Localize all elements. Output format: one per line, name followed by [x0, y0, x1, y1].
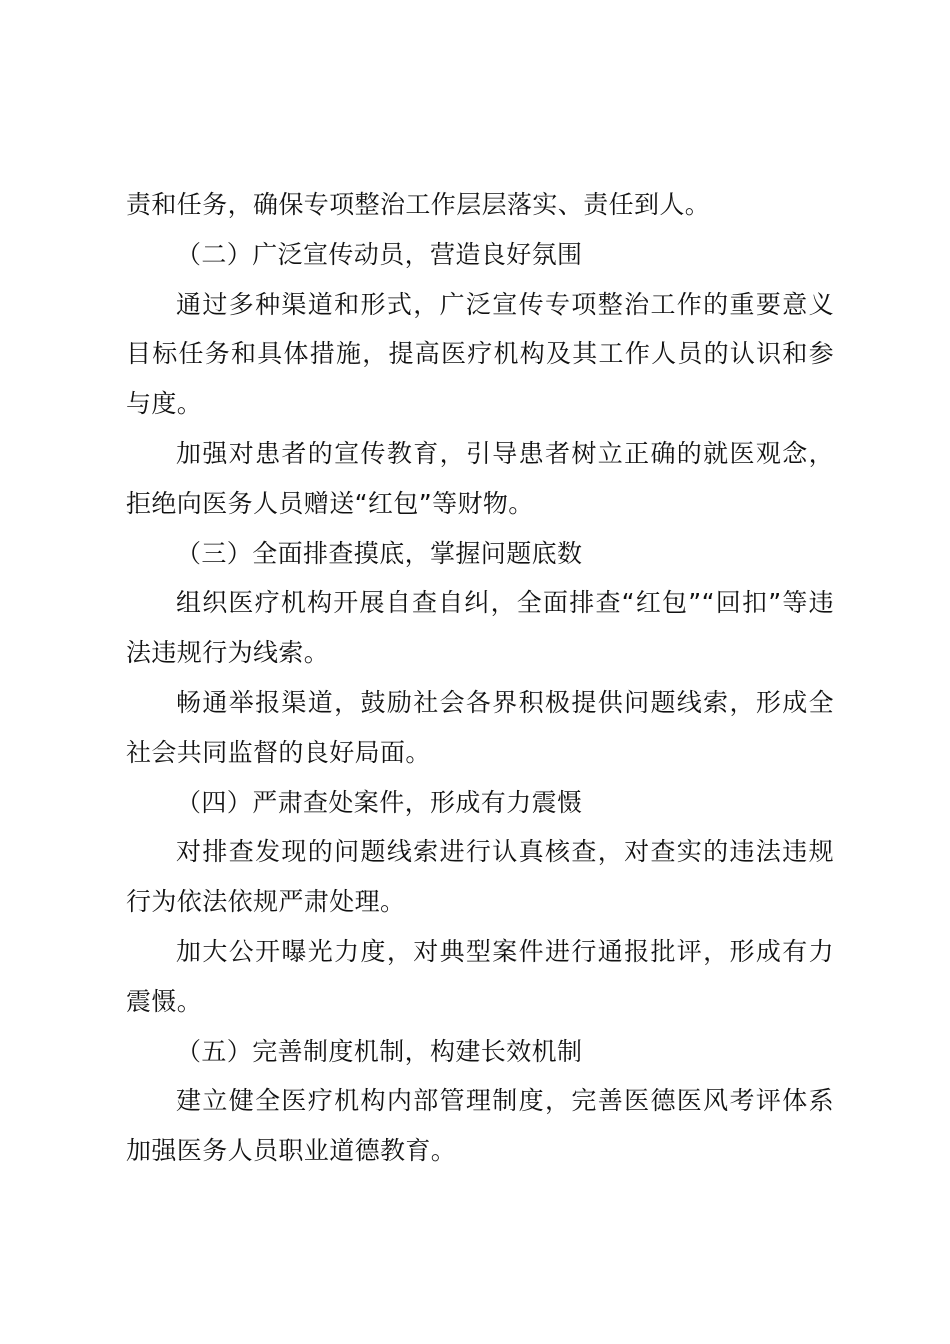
body-paragraph: 组织医疗机构开展自查自纠，全面排查“红包”“回扣”等违法违规行为线索。 — [126, 588, 834, 668]
document-body — [126, 180, 834, 1176]
section-heading-5: （五）完善制度机制，构建长效机制 — [176, 1036, 583, 1066]
body-paragraph-continued: 责和任务，确保专项整治工作层层落实、责任到人。 — [126, 190, 711, 219]
body-paragraph: 加大公开曝光力度，对典型案件进行通报批评，形成有力震慑。 — [126, 936, 834, 1016]
body-paragraph: 建立健全医疗机构内部管理制度，完善医德医风考评体系加强医务人员职业道德教育。 — [126, 1086, 834, 1166]
section-heading-3: （三）全面排查摸底，掌握问题底数 — [176, 538, 583, 568]
section-heading-2: （二）广泛宣传动员，营造良好氛围 — [176, 239, 583, 269]
section-heading-4: （四）严肃查处案件，形成有力震慑 — [176, 787, 583, 817]
body-paragraph: 畅通举报渠道，鼓励社会各界积极提供问题线索，形成全社会共同监督的良好局面。 — [126, 687, 834, 767]
body-paragraph: 对排查发现的问题线索进行认真核查，对查实的违法违规行为依法依规严肃处理。 — [126, 837, 834, 917]
body-paragraph: 通过多种渠道和形式，广泛宣传专项整治工作的重要意义目标任务和具体措施，提高医疗机构及其工作人员的认识和参与度。 — [126, 289, 834, 419]
body-paragraph: 加强对患者的宣传教育，引导患者树立正确的就医观念，拒绝向医务人员赠送“红包”等财物。 — [126, 438, 834, 518]
